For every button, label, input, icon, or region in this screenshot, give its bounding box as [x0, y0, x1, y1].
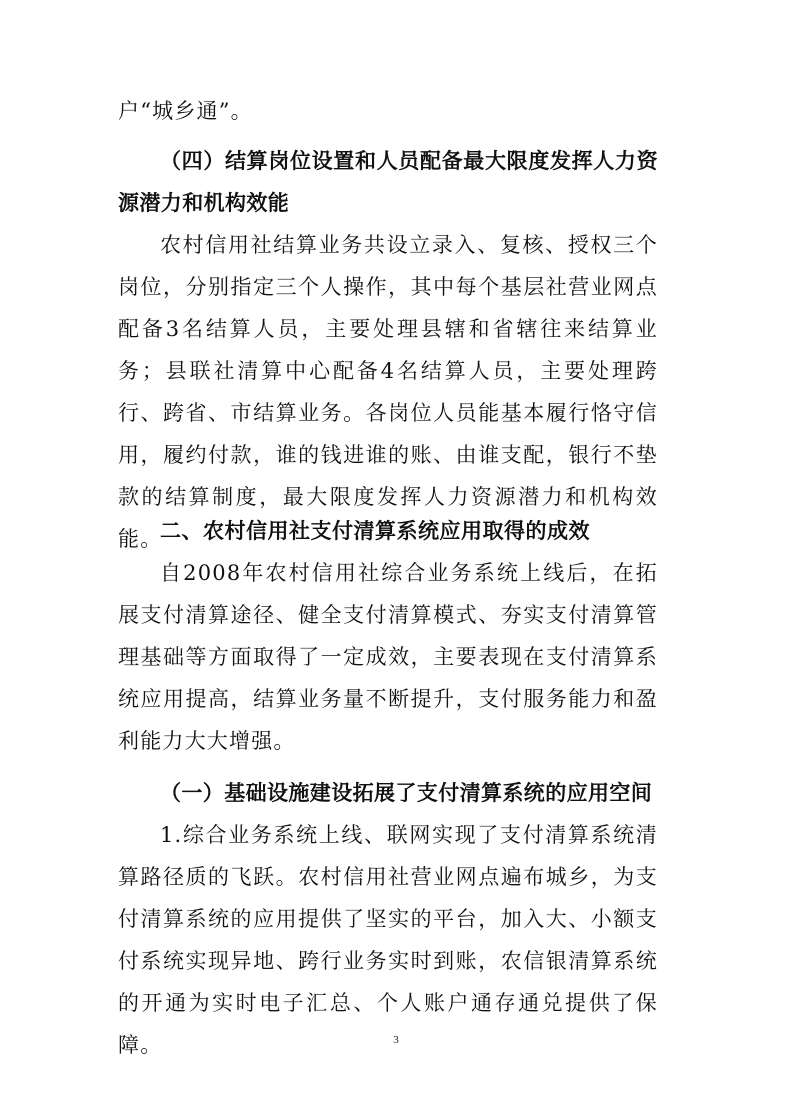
page-number: 3	[393, 1034, 399, 1046]
section-heading-4: （四）结算岗位设置和人员配备最大限度发挥人力资源潜力和机构效能	[118, 149, 658, 215]
paragraph-item-1: 1.综合业务系统上线、联网实现了支付清算系统清算路径质的飞跃。农村信用社营业网点遍布城乡，为支付清算系统的应用提供了坚实的平台，加入大、小额支付系统实现异地、跨行业务实时到账，农信银清算系统的开通为实时电子汇总、个人账户通存通兑提供了保障。	[118, 823, 658, 1057]
paragraph-settlement-posts: 农村信用社结算业务共设立录入、复核、授权三个岗位，分别指定三个人操作，其中每个基层社营业网点配备3名结算人员，主要处理县辖和省辖往来结算业务；县联社清算中心配备4名结算人员，主要处理跨行、跨省、市结算业务。各岗位人员能基本履行恪守信用，履约付款，谁的钱进谁的账、由谁支配，银行不垫款的结算制度，最大限度发挥人力资源潜力和机构效能。	[118, 233, 658, 551]
continuation-text: 户“城乡通”。	[118, 99, 253, 123]
section-heading-2-1: （一）基础设施建设拓展了支付清算系统的应用空间	[160, 781, 653, 805]
paragraph-achievements: 自2008年农村信用社综合业务系统上线后，在拓展支付清算途径、健全支付清算模式、夯实支付清算管理基础等方面取得了一定成效，主要表现在支付清算系统应用提高，结算业务量不断提升，支付服务能力和盈利能力大大增强。	[118, 561, 658, 753]
section-heading-2: 二、农村信用社支付清算系统应用取得的成效	[160, 519, 590, 543]
